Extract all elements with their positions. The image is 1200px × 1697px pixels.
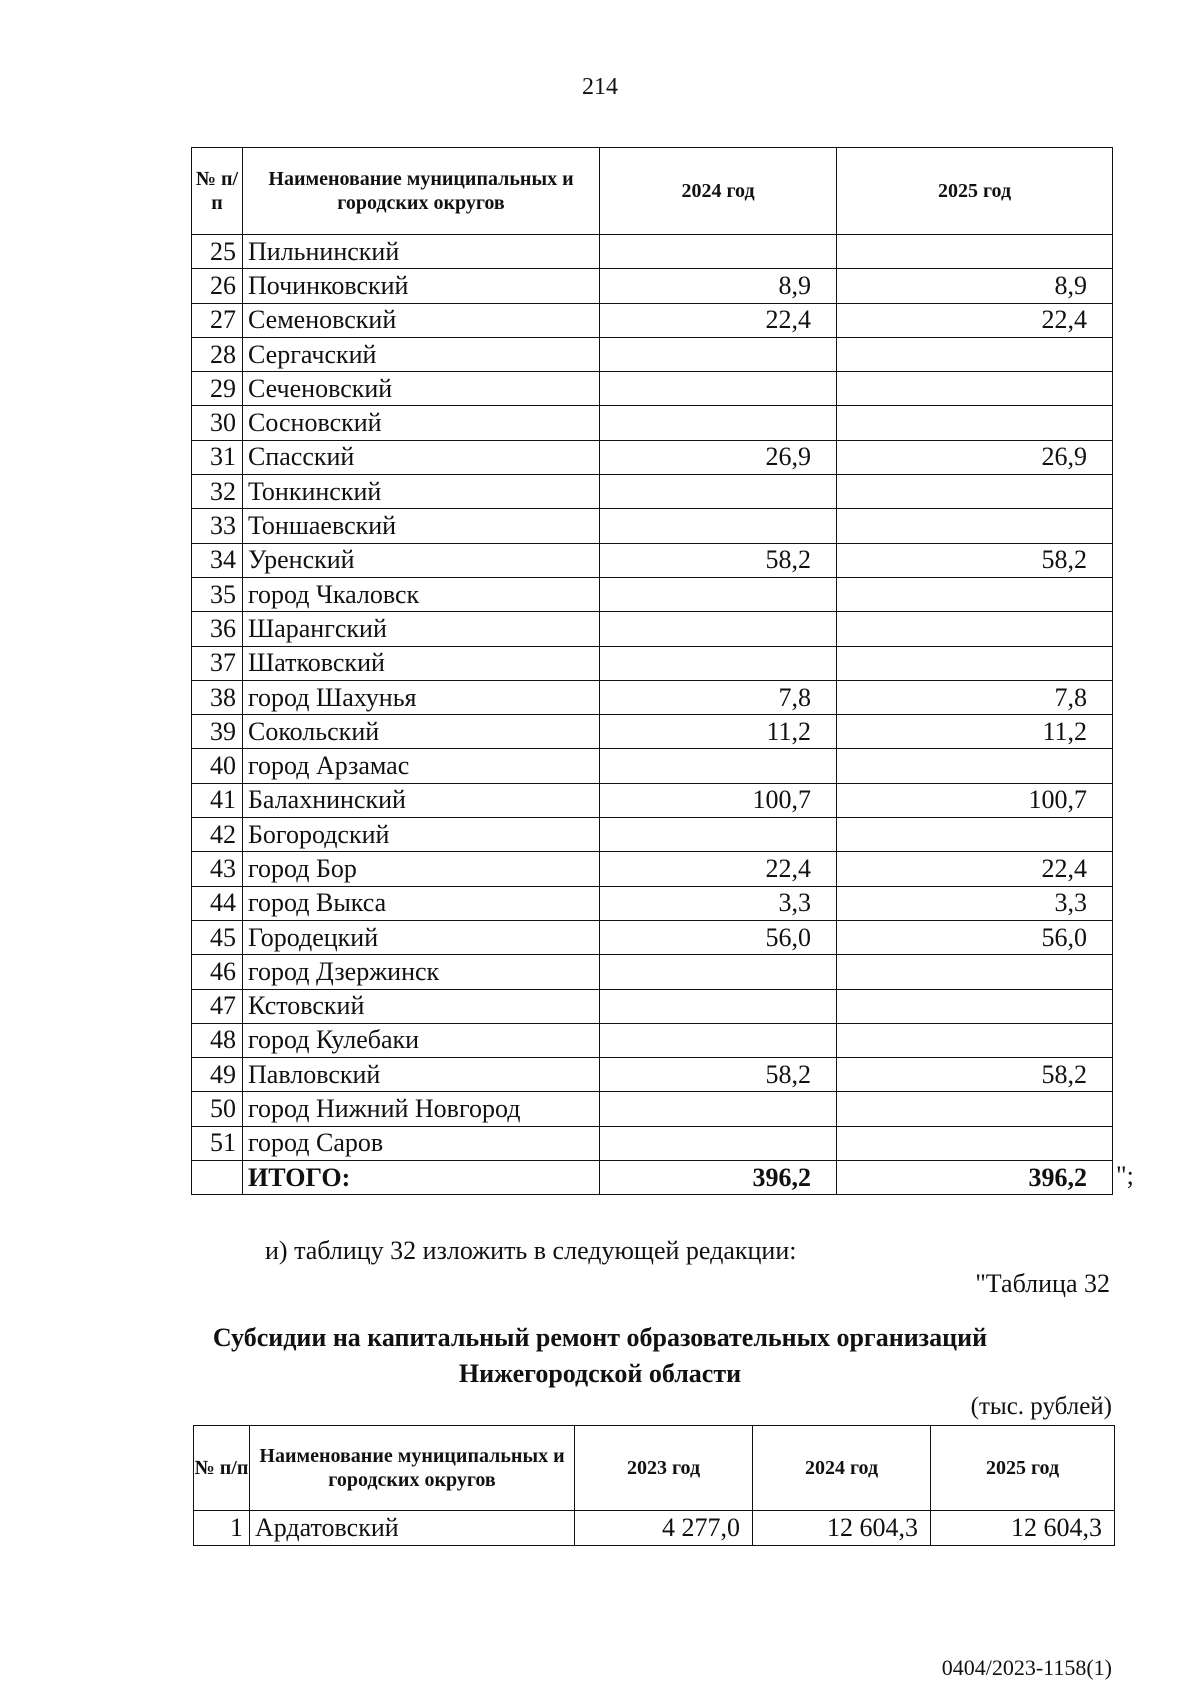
table-row (192, 680, 1113, 714)
value-2025: 8,9 (837, 269, 1113, 303)
table-row (192, 577, 1113, 611)
table-row (192, 886, 1113, 920)
value-2024 (600, 577, 837, 611)
district-name: Богородский (243, 818, 600, 852)
district-name: город Дзержинск (243, 955, 600, 989)
value-2025: 3,3 (837, 886, 1113, 920)
table-row (192, 715, 1113, 749)
value-2025 (837, 475, 1113, 509)
value-2024: 22,4 (600, 852, 837, 886)
value-2024 (600, 989, 837, 1023)
district-name: город Шахунья (243, 680, 600, 714)
value-2025 (837, 646, 1113, 680)
district-name: Городецкий (243, 920, 600, 954)
table-header-row (192, 148, 1113, 235)
table-row (192, 440, 1113, 474)
subsidy-table-continued (191, 147, 1113, 1195)
row-number: 26 (192, 269, 243, 303)
closing-quote-mark: "; (1116, 1160, 1134, 1190)
value-2025: 58,2 (837, 543, 1113, 577)
total-empty-cell (192, 1161, 243, 1195)
value-2024 (600, 955, 837, 989)
district-name: Шатковский (243, 646, 600, 680)
total-2025: 396,2 (837, 1161, 1113, 1195)
value-2025: 22,4 (837, 303, 1113, 337)
district-name: Уренский (243, 543, 600, 577)
intro-text: и) таблицу 32 изложить в следующей редакции: (265, 1236, 797, 1265)
table-row (192, 303, 1113, 337)
value-2024 (600, 646, 837, 680)
value-2024 (600, 235, 837, 269)
row-number: 35 (192, 577, 243, 611)
table-row (192, 1023, 1113, 1057)
header-name: Наименование муниципальных и городских округов (243, 148, 600, 235)
row-number: 39 (192, 715, 243, 749)
value-2024 (600, 509, 837, 543)
heading-line-1: Субсидии на капитальный ремонт образовательных организаций (212, 1323, 988, 1352)
value-2025 (837, 1092, 1113, 1126)
district-name: город Выкса (243, 886, 600, 920)
table-row (194, 1511, 1115, 1546)
total-row (192, 1161, 1113, 1195)
row-number: 37 (192, 646, 243, 680)
district-name: Сокольский (243, 715, 600, 749)
row-number: 43 (192, 852, 243, 886)
row-number: 51 (192, 1126, 243, 1160)
table-row (192, 372, 1113, 406)
row-number: 47 (192, 989, 243, 1023)
header-2023: 2023 год (575, 1426, 753, 1511)
value-2025 (837, 989, 1113, 1023)
district-name: город Арзамас (243, 749, 600, 783)
subsidy-table-32 (193, 1425, 1115, 1546)
district-name: Пильнинский (243, 235, 600, 269)
value-2025 (837, 1126, 1113, 1160)
table-header-row (194, 1426, 1115, 1511)
table-row (192, 612, 1113, 646)
row-number: 44 (192, 886, 243, 920)
district-name: Сеченовский (243, 372, 600, 406)
total-label: ИТОГО: (243, 1161, 600, 1195)
value-2024: 58,2 (600, 543, 837, 577)
page-number: 214 (582, 74, 618, 100)
value-2025 (837, 337, 1113, 371)
header-2024: 2024 год (600, 148, 837, 235)
value-2024 (600, 818, 837, 852)
table-row (192, 646, 1113, 680)
value-2024 (600, 1126, 837, 1160)
district-name: Павловский (243, 1058, 600, 1092)
table-row (192, 543, 1113, 577)
value-2024 (600, 372, 837, 406)
row-number: 1 (194, 1511, 250, 1546)
table-row (192, 783, 1113, 817)
value-2024 (600, 612, 837, 646)
district-name: Семеновский (243, 303, 600, 337)
value-2025: 56,0 (837, 920, 1113, 954)
district-name: город Чкаловск (243, 577, 600, 611)
table-row (192, 955, 1113, 989)
table-row (192, 989, 1113, 1023)
value-2025: 7,8 (837, 680, 1113, 714)
row-number: 27 (192, 303, 243, 337)
value-2025 (837, 509, 1113, 543)
table-row (192, 235, 1113, 269)
value-2025: 11,2 (837, 715, 1113, 749)
value-2024: 100,7 (600, 783, 837, 817)
value-2024 (600, 337, 837, 371)
district-name: Спасский (243, 440, 600, 474)
row-number: 36 (192, 612, 243, 646)
row-number: 48 (192, 1023, 243, 1057)
district-name: Ардатовский (250, 1511, 575, 1546)
value-2024 (600, 1023, 837, 1057)
district-name: город Саров (243, 1126, 600, 1160)
value-2024 (600, 406, 837, 440)
total-2024: 396,2 (600, 1161, 837, 1195)
value-2025 (837, 818, 1113, 852)
district-name: город Бор (243, 852, 600, 886)
table-row (192, 1126, 1113, 1160)
row-number: 42 (192, 818, 243, 852)
value-2024: 8,9 (600, 269, 837, 303)
row-number: 40 (192, 749, 243, 783)
district-name: Сосновский (243, 406, 600, 440)
value-2025: 12 604,3 (931, 1511, 1115, 1546)
document-code: 0404/2023-1158(1) (941, 1655, 1112, 1680)
value-2025: 22,4 (837, 852, 1113, 886)
value-2024: 56,0 (600, 920, 837, 954)
value-2024 (600, 749, 837, 783)
value-2025 (837, 749, 1113, 783)
table-row (192, 1058, 1113, 1092)
row-number: 31 (192, 440, 243, 474)
district-name: Сергачский (243, 337, 600, 371)
value-2025 (837, 577, 1113, 611)
row-number: 46 (192, 955, 243, 989)
value-2024: 7,8 (600, 680, 837, 714)
row-number: 38 (192, 680, 243, 714)
row-number: 50 (192, 1092, 243, 1126)
row-number: 30 (192, 406, 243, 440)
table-row (192, 269, 1113, 303)
header-2025: 2025 год (837, 148, 1113, 235)
district-name: Тоншаевский (243, 509, 600, 543)
row-number: 49 (192, 1058, 243, 1092)
section-heading (0, 1320, 1200, 1392)
header-2025: 2025 год (931, 1426, 1115, 1511)
value-2024 (600, 1092, 837, 1126)
header-num: № п/п (192, 148, 243, 235)
district-name: Шарангский (243, 612, 600, 646)
header-num: № п/п (194, 1426, 250, 1511)
district-name: город Нижний Новгород (243, 1092, 600, 1126)
table-row (192, 337, 1113, 371)
value-2025 (837, 1023, 1113, 1057)
row-number: 41 (192, 783, 243, 817)
table-body (194, 1511, 1115, 1546)
row-number: 29 (192, 372, 243, 406)
value-2024: 3,3 (600, 886, 837, 920)
value-2023: 4 277,0 (575, 1511, 753, 1546)
table-row (192, 749, 1113, 783)
row-number: 28 (192, 337, 243, 371)
row-number: 45 (192, 920, 243, 954)
value-2025 (837, 235, 1113, 269)
table-row (192, 406, 1113, 440)
table-row (192, 818, 1113, 852)
district-name: Тонкинский (243, 475, 600, 509)
value-2025: 26,9 (837, 440, 1113, 474)
value-2024: 22,4 (600, 303, 837, 337)
district-name: город Кулебаки (243, 1023, 600, 1057)
district-name: Починковский (243, 269, 600, 303)
value-2024: 11,2 (600, 715, 837, 749)
value-2025: 58,2 (837, 1058, 1113, 1092)
value-2024: 12 604,3 (753, 1511, 931, 1546)
value-2024 (600, 475, 837, 509)
table-body (192, 235, 1113, 1195)
units-label: (тыс. рублей) (970, 1393, 1112, 1420)
row-number: 25 (192, 235, 243, 269)
value-2025: 100,7 (837, 783, 1113, 817)
row-number: 34 (192, 543, 243, 577)
value-2025 (837, 372, 1113, 406)
table-row (192, 475, 1113, 509)
value-2025 (837, 955, 1113, 989)
table-row (192, 509, 1113, 543)
value-2025 (837, 406, 1113, 440)
row-number: 33 (192, 509, 243, 543)
header-name: Наименование муниципальных и городских округов (250, 1426, 575, 1511)
value-2025 (837, 612, 1113, 646)
table-row (192, 920, 1113, 954)
value-2024: 26,9 (600, 440, 837, 474)
district-name: Кстовский (243, 989, 600, 1023)
table-row (192, 1092, 1113, 1126)
table-row (192, 852, 1113, 886)
table-caption: "Таблица 32 (975, 1269, 1110, 1298)
district-name: Балахнинский (243, 783, 600, 817)
row-number: 32 (192, 475, 243, 509)
value-2024: 58,2 (600, 1058, 837, 1092)
header-2024: 2024 год (753, 1426, 931, 1511)
heading-line-2: Нижегородской области (458, 1359, 742, 1388)
